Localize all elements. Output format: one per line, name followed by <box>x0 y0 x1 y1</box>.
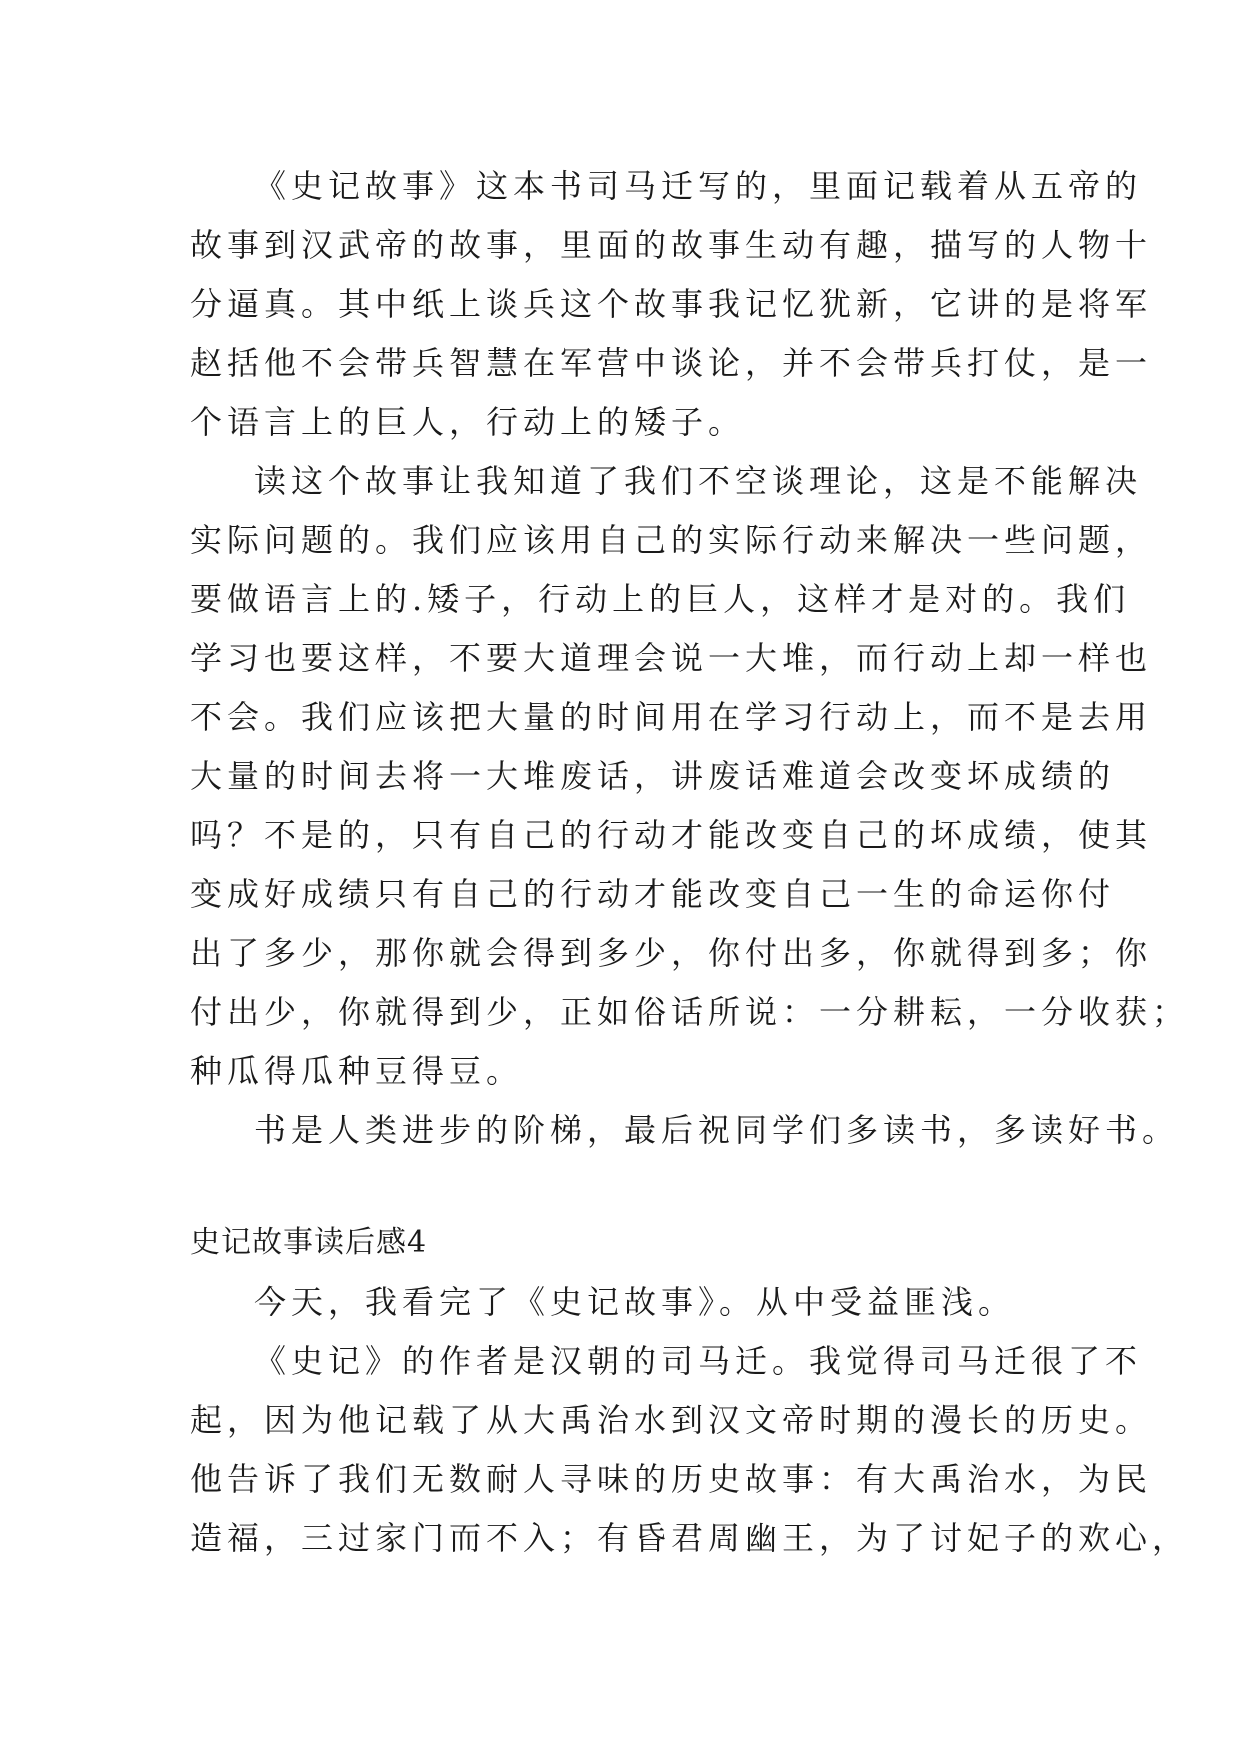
paragraph-1-line-2: 故事到汉武帝的故事，里面的故事生动有趣，描写的人物十 <box>190 226 1153 264</box>
paragraph-5-line-4: 造福，三过家门而不入；有昏君周幽王，为了讨妃子的欢心， <box>190 1519 1190 1557</box>
paragraph-2-line-2: 实际问题的。我们应该用自己的实际行动来解决一些问题， <box>190 521 1153 559</box>
paragraph-4-line-1: 今天，我看完了《史记故事》。从中受益匪浅。 <box>254 1283 1016 1321</box>
paragraph-2-line-8: 变成好成绩只有自己的行动才能改变自己一生的命运你付 <box>190 875 1116 913</box>
paragraph-1-line-1: 《史记故事》这本书司马迁写的，里面记载着从五帝的 <box>254 167 1143 205</box>
paragraph-1-line-3: 分逼真。其中纸上谈兵这个故事我记忆犹新，它讲的是将军 <box>190 285 1153 323</box>
paragraph-1-line-4: 赵括他不会带兵智慧在军营中谈论，并不会带兵打仗，是一 <box>190 344 1153 382</box>
paragraph-1-line-5: 个语言上的巨人，行动上的矮子。 <box>190 403 746 441</box>
section-heading: 史记故事读后感4 <box>190 1225 428 1260</box>
paragraph-2-line-5: 不会。我们应该把大量的时间用在学习行动上，而不是去用 <box>190 698 1153 736</box>
paragraph-5-line-3: 他告诉了我们无数耐人寻味的历史故事：有大禹治水，为民 <box>190 1460 1153 1498</box>
paragraph-2-line-3: 要做语言上的.矮子，行动上的巨人，这样才是对的。我们 <box>190 580 1131 618</box>
paragraph-5-line-2: 起，因为他记载了从大禹治水到汉文帝时期的漫长的历史。 <box>190 1401 1153 1439</box>
paragraph-2-line-6: 大量的时间去将一大堆废话，讲废话难道会改变坏成绩的 <box>190 757 1116 795</box>
paragraph-2-line-7: 吗？不是的，只有自己的行动才能改变自己的坏成绩，使其 <box>190 816 1153 854</box>
paragraph-2-line-1: 读这个故事让我知道了我们不空谈理论，这是不能解决 <box>254 462 1143 500</box>
paragraph-2-line-4: 学习也要这样，不要大道理会说一大堆，而行动上却一样也 <box>190 639 1153 677</box>
paragraph-2-line-9: 出了多少，那你就会得到多少，你付出多，你就得到多；你 <box>190 934 1153 972</box>
paragraph-2-line-11: 种瓜得瓜种豆得豆。 <box>190 1052 524 1090</box>
paragraph-5-line-1: 《史记》的作者是汉朝的司马迁。我觉得司马迁很了不 <box>254 1342 1143 1380</box>
paragraph-3-line-1: 书是人类进步的阶梯，最后祝同学们多读书，多读好书。 <box>254 1111 1180 1149</box>
paragraph-2-line-10: 付出少，你就得到少，正如俗话所说：一分耕耘，一分收获； <box>190 993 1190 1031</box>
